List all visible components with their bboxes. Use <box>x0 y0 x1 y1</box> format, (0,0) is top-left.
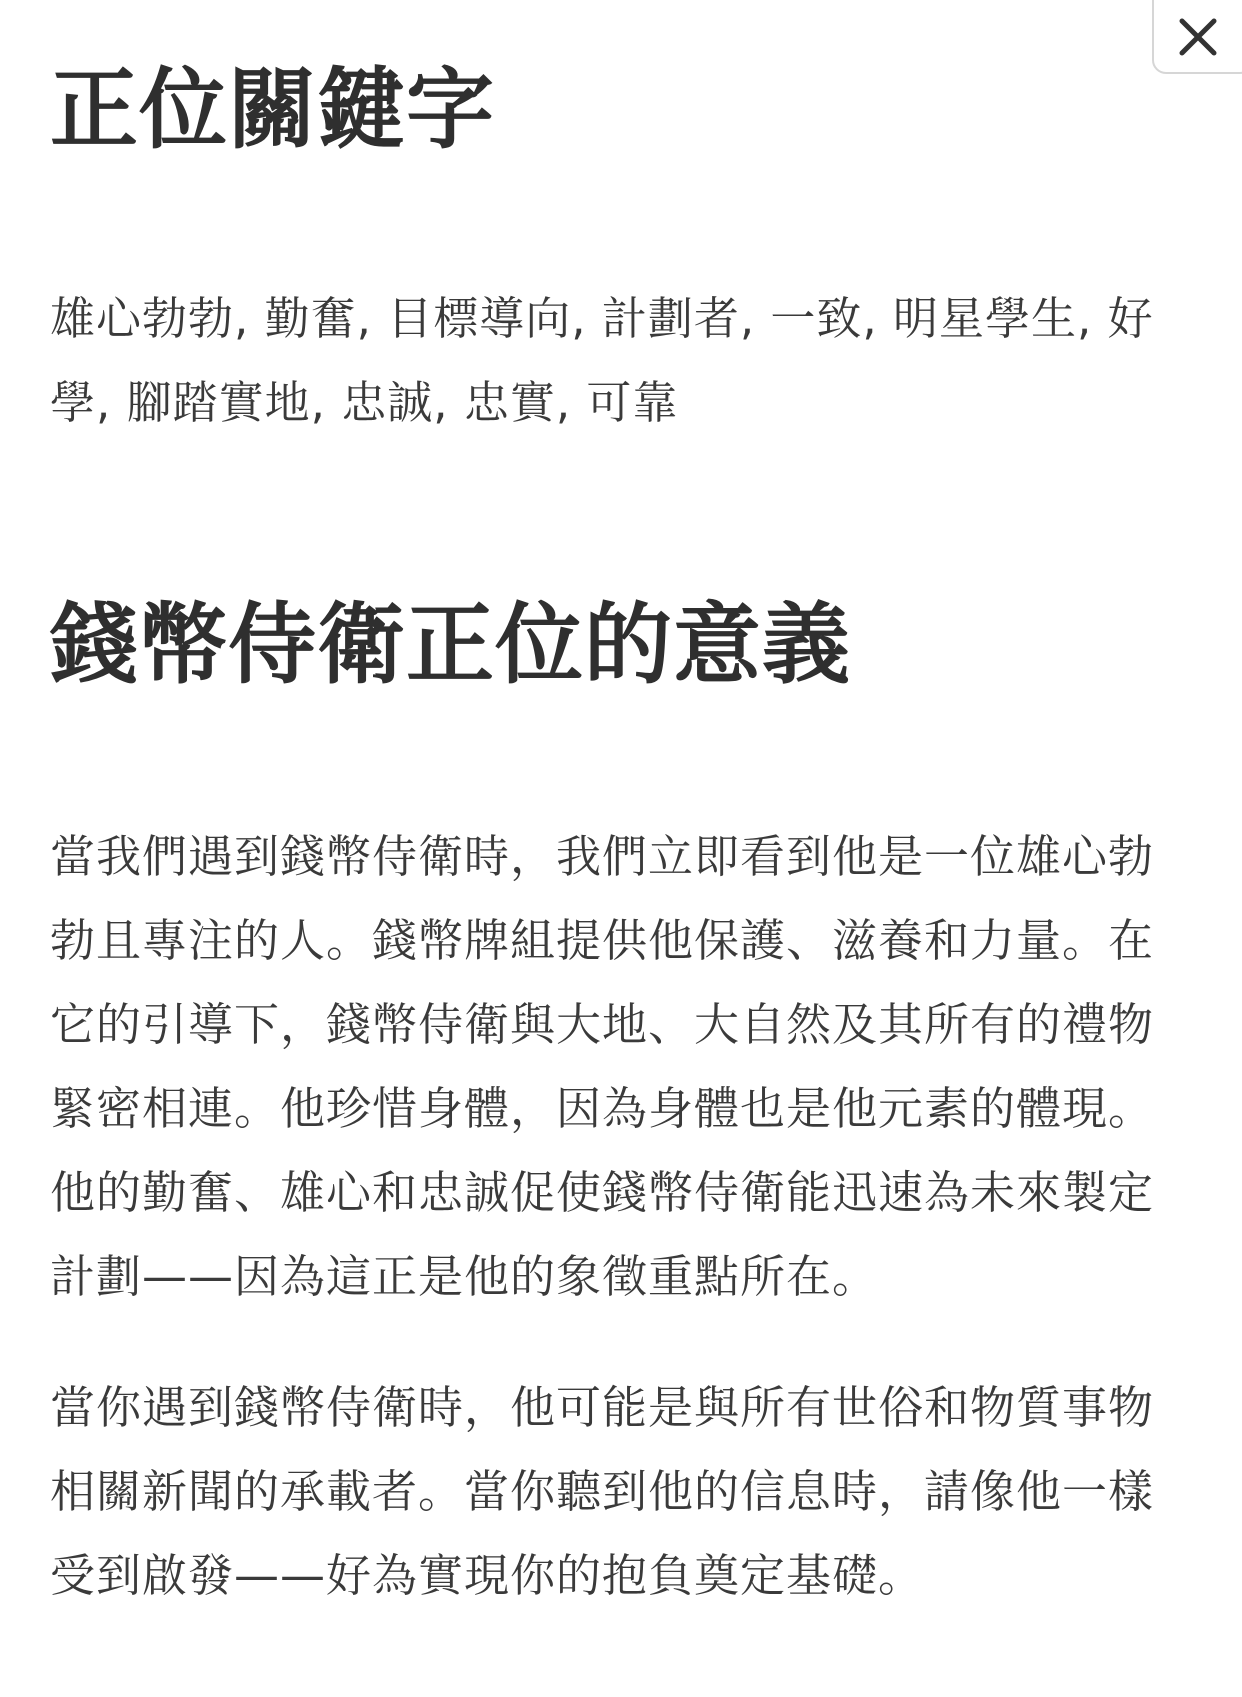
close-icon <box>1178 17 1218 57</box>
upright-keywords-list: 雄心勃勃, 勤奮, 目標導向, 計劃者, 一致, 明星學生, 好學, 腳踏實地, 忠誠, 忠實, 可靠 <box>50 292 1154 429</box>
meaning-paragraph: 當我們遇到錢幣侍衛時，我們立即看到他是一位雄心勃勃且專注的人。錢幣牌組提供他保護、滋養和力量。在它的引導下，錢幣侍衛與大地、大自然及其所有的禮物緊密相連。他珍惜身體，因為身體也是他元素的體現。他的勤奮、雄心和忠誠促使錢幣侍衛能迅速為未來製定計劃——因為這正是他的象徵重點所在。 <box>50 830 1155 1303</box>
upright-keywords-heading: 正位關鍵字 <box>50 58 496 161</box>
upright-meaning-heading: 錢幣侍衛正位的意義 <box>50 593 852 696</box>
meaning-paragraph: 當你遇到錢幣侍衛時，他可能是與所有世俗和物質事物相關新聞的承載者。當你聽到他的信息時，請像他一樣受到啟發——好為實現你的抱負奠定基礎。 <box>50 1381 1155 1602</box>
close-button[interactable] <box>1152 0 1242 74</box>
